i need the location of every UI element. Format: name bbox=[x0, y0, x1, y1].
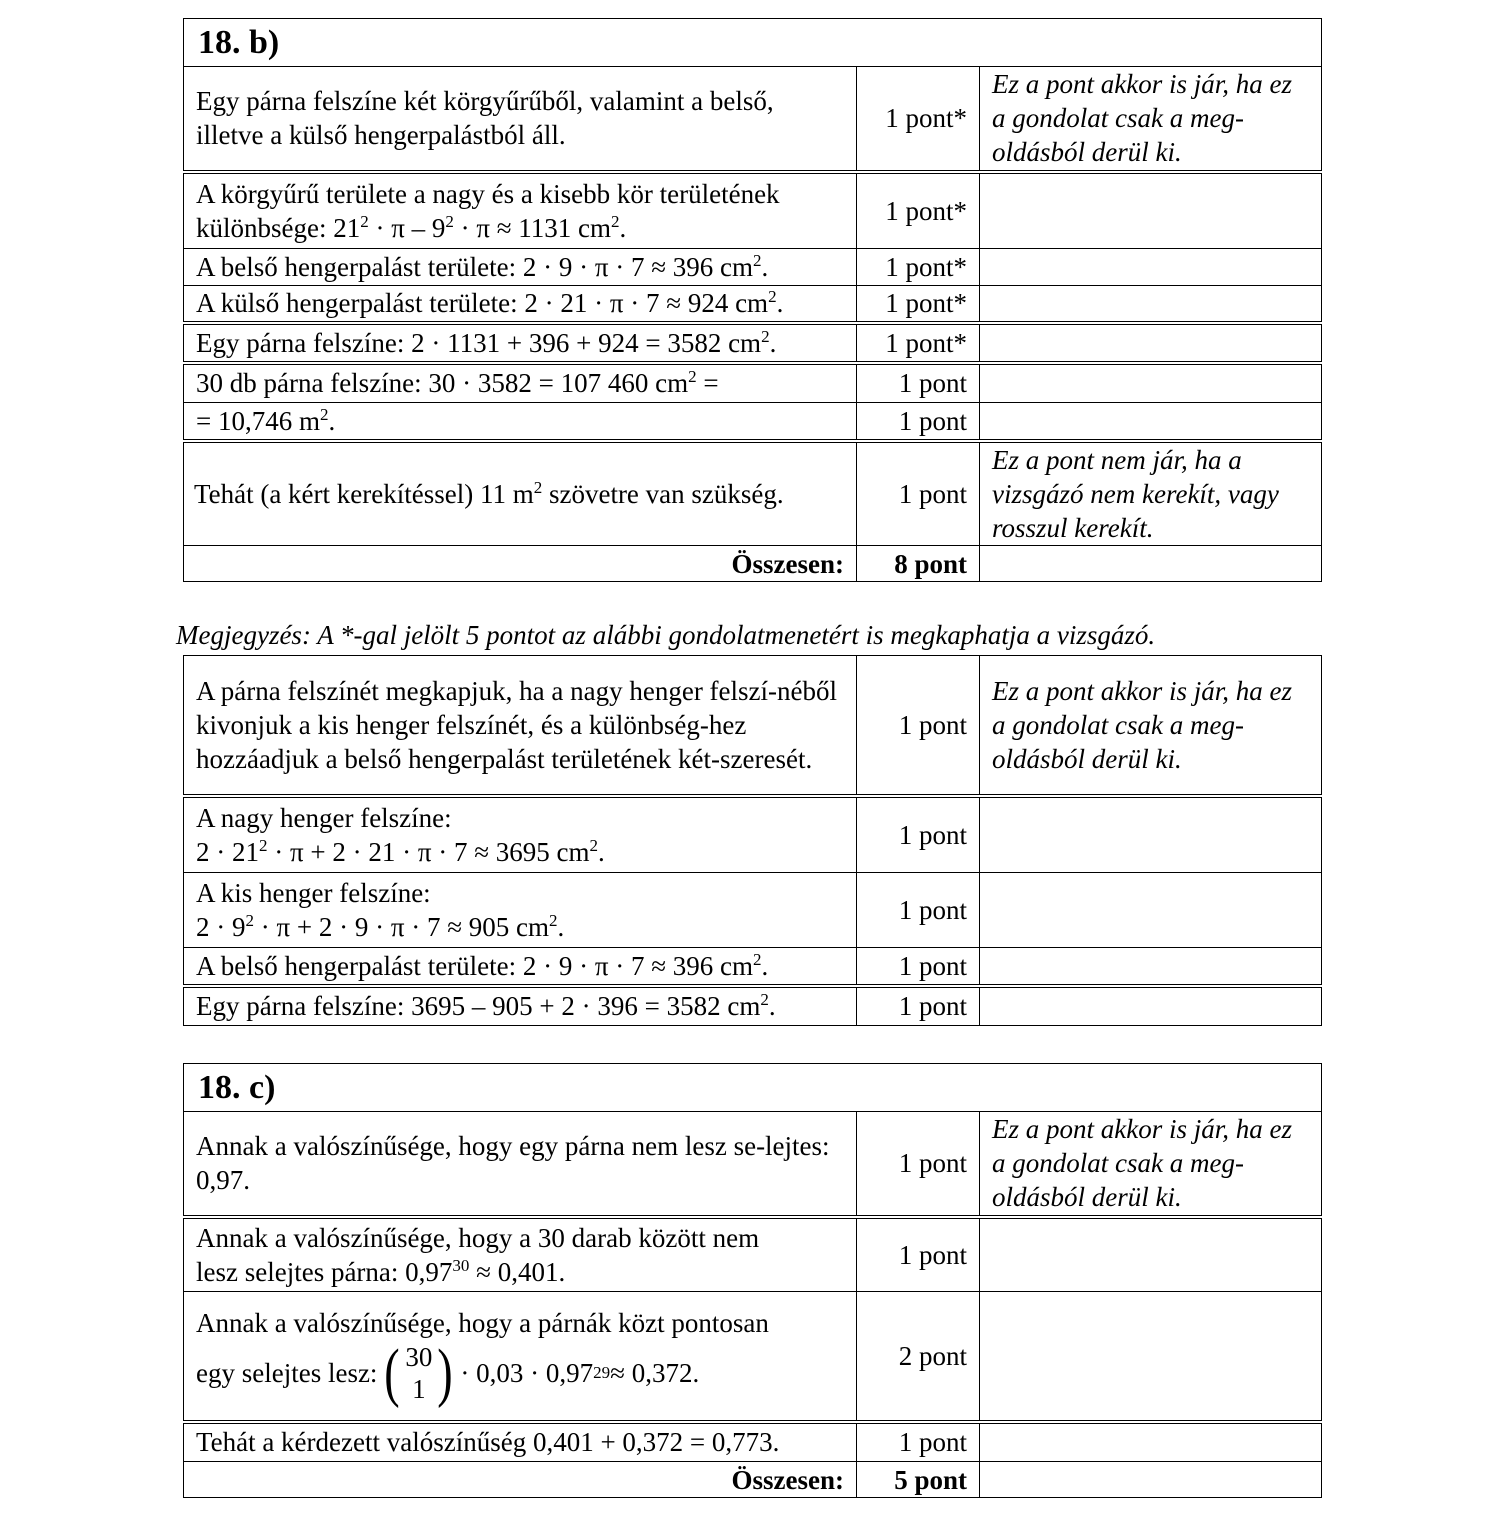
b-row-8-comment: Ez a pont nem jár, ha a vizsgázó nem kerekít, vagy rosszul kerekít. bbox=[980, 441, 1322, 546]
c-row-3-text: Annak a valószínűsége, hogy a párnák közt pontosan egy selejtes lesz: ( 30 1 ) · 0,03 · 0,97 29 ≈ 0,372. bbox=[184, 1292, 857, 1422]
b-row-3-text: A belső hengerpalást területe: 2 · 9 · π · 7 ≈ 396 $cm^2$. bbox=[184, 249, 857, 286]
b-total-comment bbox=[980, 546, 1322, 582]
alt-row-2-points: 1 pont bbox=[857, 796, 980, 873]
c-row-4-points: 1 pont bbox=[857, 1422, 980, 1462]
b-total-label: Összesen: bbox=[184, 546, 857, 582]
c-row-1-comment: Ez a pont akkor is jár, ha ez a gondolat csak a meg-oldásból derül ki. bbox=[980, 1112, 1322, 1217]
section-c-table bbox=[183, 1063, 1322, 1498]
c-total-comment bbox=[980, 1462, 1322, 1498]
c-total-label: Összesen: bbox=[184, 1462, 857, 1498]
b-row-8-text: Tehát (a kért kerekítéssel) 11 $m^2$ szövetre van szükség. bbox=[184, 441, 857, 546]
b-row-7-comment bbox=[980, 403, 1322, 441]
c-row-1-text: Annak a valószínűsége, hogy egy párna nem lesz se-lejtes: 0,97. bbox=[184, 1112, 857, 1217]
b-row-5-comment bbox=[980, 323, 1322, 363]
b-row-3-points: 1 pont* bbox=[857, 249, 980, 286]
note-text: Megjegyzés: A *-gal jelölt 5 pontot az alábbi gondolatmenetért is megkaphatja a vizsgázó. bbox=[176, 620, 1156, 650]
b-row-2-points: 1 pont* bbox=[857, 172, 980, 249]
b-row-3-comment bbox=[980, 249, 1322, 286]
b-row-5-points: 1 pont* bbox=[857, 323, 980, 363]
c-row-3-comment bbox=[980, 1292, 1322, 1422]
section-c-title: 18. c) bbox=[184, 1064, 1322, 1112]
b-row-5-text: Egy párna felszíne: 2 · 1131 + 396 + 924 = 3582 $cm^2$. bbox=[184, 323, 857, 363]
alt-row-5-comment bbox=[980, 986, 1322, 1026]
alt-row-3-comment bbox=[980, 873, 1322, 948]
b-row-6-points: 1 pont bbox=[857, 363, 980, 403]
b-row-8-points: 1 pont bbox=[857, 441, 980, 546]
alt-row-2-comment bbox=[980, 796, 1322, 873]
c-row-3-points: 2 pont bbox=[857, 1292, 980, 1422]
b-row-6-text: 30 db párna felszíne: 30 · 3582 = 107 460 $cm^2$ = bbox=[184, 363, 857, 403]
alt-row-1-text: A párna felszínét megkapjuk, ha a nagy henger felszí-néből kivonjuk a kis henger felszínét, és a különbség-hez hozzáadjuk a belső hengerpalást területének két-szeresét. bbox=[184, 656, 857, 796]
c-total-points: 5 pont bbox=[857, 1462, 980, 1498]
alt-row-3-points: 1 pont bbox=[857, 873, 980, 948]
c-row-2-points: 1 pont bbox=[857, 1217, 980, 1292]
b-row-2-comment bbox=[980, 172, 1322, 249]
alt-row-4-text: A belső hengerpalást területe: 2 · 9 · π · 7 ≈ 396 $cm^2$. bbox=[184, 948, 857, 986]
alt-row-5-text: Egy párna felszíne: 3695 – 905 + 2 · 396 = 3582 $cm^2$. bbox=[184, 986, 857, 1026]
b-row-1-text: Egy párna felszíne két körgyűrűből, valamint a belső, illetve a külső hengerpalástból áll. bbox=[184, 67, 857, 172]
b-row-1-comment: Ez a pont akkor is jár, ha ez a gondolat csak a meg-oldásból derül ki. bbox=[980, 67, 1322, 172]
alt-row-4-comment bbox=[980, 948, 1322, 986]
alt-row-3-text: A kis henger felszíne: $2 \cdot 9^2 \cdot \pi + 2 \cdot 9 \cdot \pi \cdot 7 \approx 905$ $cm^2$. bbox=[184, 873, 857, 948]
binomial-coefficient: ( 30 1 ) bbox=[384, 1335, 454, 1409]
alt-row-4-points: 1 pont bbox=[857, 948, 980, 986]
alt-row-1-comment: Ez a pont akkor is jár, ha ez a gondolat csak a meg-oldásból derül ki. bbox=[980, 656, 1322, 796]
alt-row-2-text: A nagy henger felszíne: $2 \cdot 21^2 \cdot \pi + 2 \cdot 21 \cdot \pi \cdot 7 \approx 3695$ $cm^2$. bbox=[184, 796, 857, 873]
b-row-4-text: A külső hengerpalást területe: 2 · 21 · π · 7 ≈ 924 $cm^2$. bbox=[184, 286, 857, 323]
b-row-4-points: 1 pont* bbox=[857, 286, 980, 323]
alt-row-1-points: 1 pont bbox=[857, 656, 980, 796]
c-row-4-text: Tehát a kérdezett valószínűség 0,401 + 0,372 = 0,773. bbox=[184, 1422, 857, 1462]
b-row-7-points: 1 pont bbox=[857, 403, 980, 441]
c-row-2-text: Annak a valószínűsége, hogy a 30 darab között nem lesz selejtes párna: $0,97^{30} \approx 0,401$. bbox=[184, 1217, 857, 1292]
section-b-table bbox=[183, 18, 1322, 582]
b-row-7-text: = 10,746 $m^2$. bbox=[184, 403, 857, 441]
c-row-1-points: 1 pont bbox=[857, 1112, 980, 1217]
b-total-points: 8 pont bbox=[857, 546, 980, 582]
c-row-2-comment bbox=[980, 1217, 1322, 1292]
b-row-6-comment bbox=[980, 363, 1322, 403]
b-row-4-comment bbox=[980, 286, 1322, 323]
b-row-1-points: 1 pont* bbox=[857, 67, 980, 172]
c-row-4-comment bbox=[980, 1422, 1322, 1462]
alt-row-5-points: 1 pont bbox=[857, 986, 980, 1026]
b-row-2-text: A körgyűrű területe a nagy és a kisebb kör területének különbsége: $21^2 \cdot \pi - 9^2 \cdot \pi \approx 1131$ $cm^2$. bbox=[184, 172, 857, 249]
section-b-title: 18. b) bbox=[184, 19, 1322, 67]
alt-table bbox=[183, 655, 1322, 1026]
